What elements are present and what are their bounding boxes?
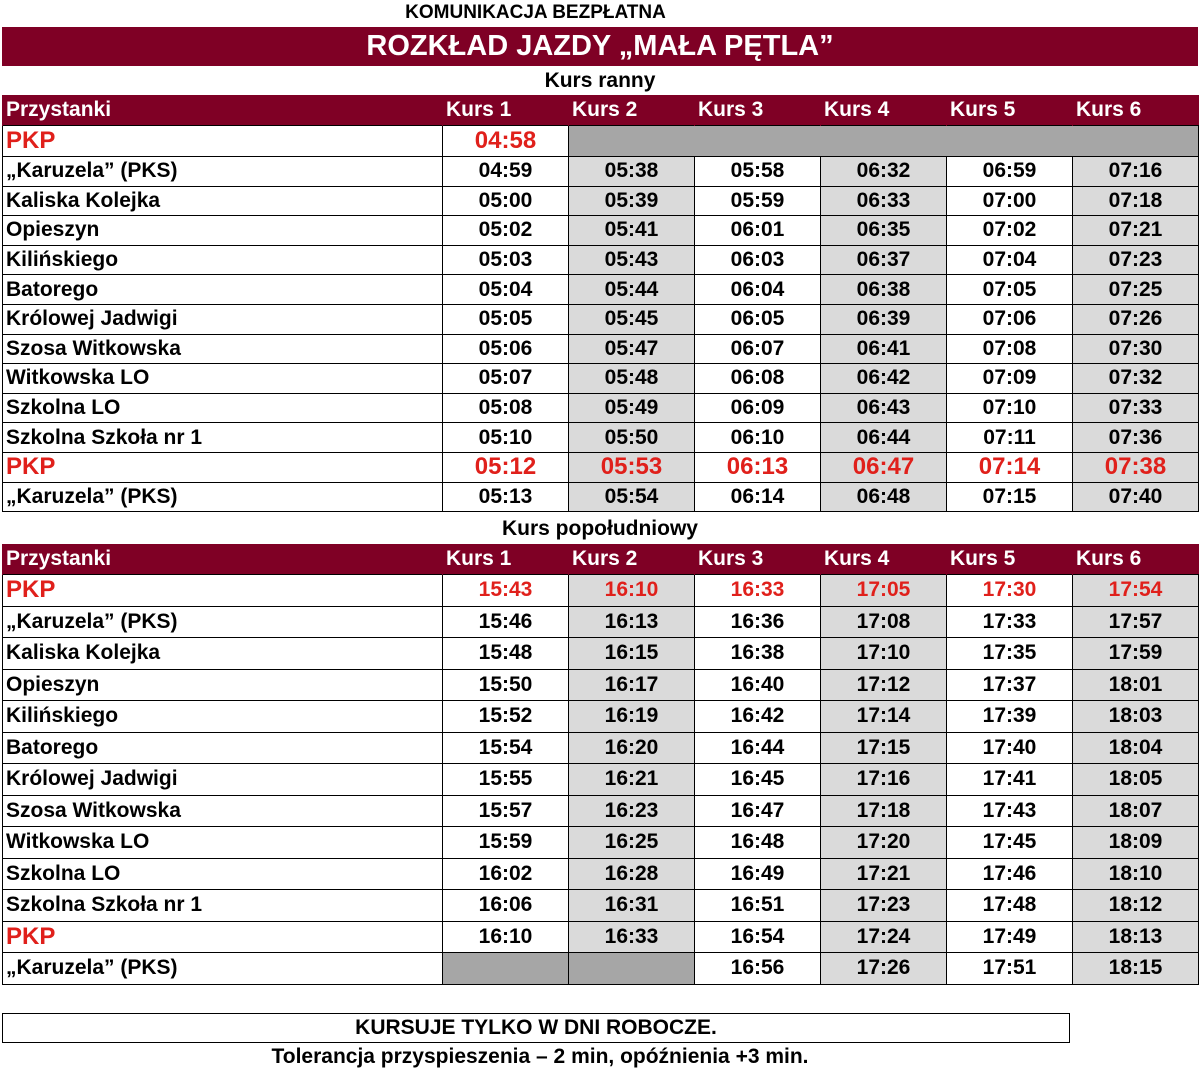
table-row [3, 795, 1199, 827]
departure-time: 05:45 [569, 304, 695, 334]
departure-time: 05:39 [569, 186, 695, 216]
departure-time: 05:04 [443, 275, 569, 305]
table-row [3, 157, 1199, 187]
departure-time: 05:38 [569, 157, 695, 187]
departure-time: 18:07 [1073, 795, 1199, 827]
departure-time: 07:14 [947, 452, 1073, 482]
departure-time: 17:18 [821, 795, 947, 827]
departure-time: 05:47 [569, 334, 695, 364]
departure-time: 06:07 [695, 334, 821, 364]
departure-time: 17:10 [821, 638, 947, 670]
departure-time: 06:09 [695, 393, 821, 423]
departure-time: 06:32 [821, 157, 947, 187]
departure-time: 06:04 [695, 275, 821, 305]
departure-time: 07:04 [947, 245, 1073, 275]
departure-time: 17:41 [947, 764, 1073, 796]
stop-name: Kaliska Kolejka [3, 186, 443, 216]
table-row [3, 606, 1199, 638]
table-row [3, 452, 1199, 482]
departure-time: 04:59 [443, 157, 569, 187]
table-row [3, 858, 1199, 890]
departure-time: 17:37 [947, 669, 1073, 701]
departure-time: 17:33 [947, 606, 1073, 638]
table-row [3, 575, 1199, 607]
no-service-cell [569, 953, 695, 985]
column-header-kurs-3: Kurs 3 [695, 95, 821, 126]
departure-time: 06:03 [695, 245, 821, 275]
departure-time: 15:43 [443, 575, 569, 607]
departure-time: 17:54 [1073, 575, 1199, 607]
table-row [3, 701, 1199, 733]
stop-name: PKP [3, 126, 443, 157]
departure-time: 07:02 [947, 216, 1073, 246]
departure-time: 16:10 [569, 575, 695, 607]
departure-time: 16:28 [569, 858, 695, 890]
departure-time: 07:26 [1073, 304, 1199, 334]
table-row [3, 304, 1199, 334]
departure-time: 07:15 [947, 482, 1073, 512]
free-transport-label: KOMUNIKACJA BEZPŁATNA [405, 2, 666, 23]
departure-time: 07:33 [1073, 393, 1199, 423]
departure-time: 07:16 [1073, 157, 1199, 187]
departure-time: 16:25 [569, 827, 695, 859]
table-row [3, 764, 1199, 796]
table-header-row [3, 544, 1199, 575]
table-row [3, 953, 1199, 985]
departure-time: 05:59 [695, 186, 821, 216]
departure-time: 05:10 [443, 423, 569, 453]
stop-name: Szkolna Szkoła nr 1 [3, 890, 443, 922]
stop-name: „Karuzela” (PKS) [3, 953, 443, 985]
departure-time: 16:15 [569, 638, 695, 670]
morning-section-label: Kurs ranny [544, 69, 656, 92]
working-days-notice: KURSUJE TYLKO W DNI ROBOCZE. [2, 1013, 1070, 1043]
departure-time: 16:31 [569, 890, 695, 922]
table-row [3, 334, 1199, 364]
departure-time: 06:10 [695, 423, 821, 453]
departure-time: 17:49 [947, 921, 1073, 953]
departure-time: 17:26 [821, 953, 947, 985]
table-row [3, 275, 1199, 305]
page-title: ROZKŁAD JAZDY „MAŁA PĘTLA” [2, 27, 1198, 66]
departure-time: 17:16 [821, 764, 947, 796]
departure-time: 05:12 [443, 452, 569, 482]
column-header-kurs-2: Kurs 2 [569, 95, 695, 126]
column-header-kurs-5: Kurs 5 [947, 95, 1073, 126]
table-row [3, 890, 1199, 922]
tolerance-note: Tolerancja przyspieszenia – 2 min, opóźnienia +3 min. [271, 1045, 809, 1068]
departure-time: 16:38 [695, 638, 821, 670]
departure-time: 15:50 [443, 669, 569, 701]
column-header-stops: Przystanki [3, 544, 443, 575]
table-row [3, 423, 1199, 453]
departure-time: 05:48 [569, 364, 695, 394]
departure-time: 05:06 [443, 334, 569, 364]
departure-time: 07:25 [1073, 275, 1199, 305]
departure-time: 06:35 [821, 216, 947, 246]
departure-time: 16:47 [695, 795, 821, 827]
table-row [3, 216, 1199, 246]
departure-time: 07:09 [947, 364, 1073, 394]
stop-name: Kilińskiego [3, 245, 443, 275]
departure-time: 04:58 [443, 126, 569, 157]
departure-time: 18:04 [1073, 732, 1199, 764]
departure-time: 16:44 [695, 732, 821, 764]
stop-name: Królowej Jadwigi [3, 764, 443, 796]
column-header-kurs-6: Kurs 6 [1073, 544, 1199, 575]
departure-time: 06:59 [947, 157, 1073, 187]
departure-time: 18:01 [1073, 669, 1199, 701]
departure-time: 16:48 [695, 827, 821, 859]
column-header-kurs-6: Kurs 6 [1073, 95, 1199, 126]
departure-time: 17:05 [821, 575, 947, 607]
departure-time: 05:08 [443, 393, 569, 423]
departure-time: 16:02 [443, 858, 569, 890]
departure-time: 06:05 [695, 304, 821, 334]
stop-name: Kilińskiego [3, 701, 443, 733]
departure-time: 17:45 [947, 827, 1073, 859]
departure-time: 06:47 [821, 452, 947, 482]
departure-time: 16:13 [569, 606, 695, 638]
afternoon-section-label: Kurs popołudniowy [502, 517, 698, 540]
departure-time: 06:33 [821, 186, 947, 216]
departure-time: 18:13 [1073, 921, 1199, 953]
departure-time: 15:59 [443, 827, 569, 859]
departure-time: 16:20 [569, 732, 695, 764]
departure-time: 17:57 [1073, 606, 1199, 638]
departure-time: 17:14 [821, 701, 947, 733]
departure-time: 16:33 [695, 575, 821, 607]
departure-time: 18:15 [1073, 953, 1199, 985]
stop-name: Batorego [3, 732, 443, 764]
departure-time: 05:13 [443, 482, 569, 512]
departure-time: 15:46 [443, 606, 569, 638]
departure-time: 06:13 [695, 452, 821, 482]
departure-time: 05:02 [443, 216, 569, 246]
departure-time: 06:42 [821, 364, 947, 394]
column-header-kurs-2: Kurs 2 [569, 544, 695, 575]
departure-time: 05:50 [569, 423, 695, 453]
stop-name: Szosa Witkowska [3, 334, 443, 364]
afternoon-timetable [2, 544, 1199, 985]
departure-time: 17:40 [947, 732, 1073, 764]
departure-time: 06:38 [821, 275, 947, 305]
departure-time: 16:40 [695, 669, 821, 701]
departure-time: 06:44 [821, 423, 947, 453]
departure-time: 16:17 [569, 669, 695, 701]
departure-time: 05:00 [443, 186, 569, 216]
departure-time: 17:46 [947, 858, 1073, 890]
table-row [3, 669, 1199, 701]
departure-time: 15:48 [443, 638, 569, 670]
departure-time: 16:23 [569, 795, 695, 827]
stop-name: Szkolna Szkoła nr 1 [3, 423, 443, 453]
departure-time: 16:10 [443, 921, 569, 953]
departure-time: 17:12 [821, 669, 947, 701]
column-header-kurs-1: Kurs 1 [443, 95, 569, 126]
table-row [3, 482, 1199, 512]
departure-time: 17:15 [821, 732, 947, 764]
departure-time: 07:30 [1073, 334, 1199, 364]
departure-time: 07:23 [1073, 245, 1199, 275]
column-header-stops: Przystanki [3, 95, 443, 126]
departure-time: 05:03 [443, 245, 569, 275]
departure-time: 06:41 [821, 334, 947, 364]
stop-name: Opieszyn [3, 216, 443, 246]
departure-time: 05:05 [443, 304, 569, 334]
departure-time: 16:54 [695, 921, 821, 953]
column-header-kurs-5: Kurs 5 [947, 544, 1073, 575]
table-row [3, 827, 1199, 859]
table-row [3, 126, 1199, 157]
departure-time: 06:43 [821, 393, 947, 423]
departure-time: 16:45 [695, 764, 821, 796]
departure-time: 07:10 [947, 393, 1073, 423]
departure-time: 07:36 [1073, 423, 1199, 453]
departure-time: 05:07 [443, 364, 569, 394]
departure-time: 07:38 [1073, 452, 1199, 482]
departure-time: 17:48 [947, 890, 1073, 922]
stop-name: Królowej Jadwigi [3, 304, 443, 334]
departure-time: 16:49 [695, 858, 821, 890]
departure-time: 06:14 [695, 482, 821, 512]
column-header-kurs-4: Kurs 4 [821, 95, 947, 126]
departure-time: 07:18 [1073, 186, 1199, 216]
departure-time: 07:11 [947, 423, 1073, 453]
departure-time: 16:56 [695, 953, 821, 985]
stop-name: Szkolna LO [3, 393, 443, 423]
stop-name: PKP [3, 921, 443, 953]
no-service-cell [443, 953, 569, 985]
departure-time: 17:21 [821, 858, 947, 890]
stop-name: Szosa Witkowska [3, 795, 443, 827]
departure-time: 06:01 [695, 216, 821, 246]
departure-time: 05:41 [569, 216, 695, 246]
table-row [3, 393, 1199, 423]
departure-time: 17:24 [821, 921, 947, 953]
departure-time: 06:48 [821, 482, 947, 512]
stop-name: „Karuzela” (PKS) [3, 482, 443, 512]
stop-name: Witkowska LO [3, 827, 443, 859]
stop-name: Batorego [3, 275, 443, 305]
departure-time: 05:44 [569, 275, 695, 305]
stop-name: „Karuzela” (PKS) [3, 606, 443, 638]
departure-time: 07:32 [1073, 364, 1199, 394]
table-row [3, 732, 1199, 764]
departure-time: 07:21 [1073, 216, 1199, 246]
departure-time: 16:51 [695, 890, 821, 922]
departure-time: 17:20 [821, 827, 947, 859]
departure-time: 18:09 [1073, 827, 1199, 859]
departure-time: 15:54 [443, 732, 569, 764]
departure-time: 16:36 [695, 606, 821, 638]
table-header-row [3, 95, 1199, 126]
departure-time: 17:23 [821, 890, 947, 922]
departure-time: 16:21 [569, 764, 695, 796]
departure-time: 05:54 [569, 482, 695, 512]
departure-time: 06:37 [821, 245, 947, 275]
departure-time: 16:42 [695, 701, 821, 733]
departure-time: 18:12 [1073, 890, 1199, 922]
column-header-kurs-4: Kurs 4 [821, 544, 947, 575]
departure-time: 05:49 [569, 393, 695, 423]
table-row [3, 364, 1199, 394]
table-row [3, 921, 1199, 953]
departure-time: 05:43 [569, 245, 695, 275]
departure-time: 06:08 [695, 364, 821, 394]
column-header-kurs-3: Kurs 3 [695, 544, 821, 575]
table-row [3, 638, 1199, 670]
departure-time: 16:19 [569, 701, 695, 733]
departure-time: 16:33 [569, 921, 695, 953]
departure-time: 17:51 [947, 953, 1073, 985]
table-row [3, 245, 1199, 275]
stop-name: Opieszyn [3, 669, 443, 701]
departure-time: 15:55 [443, 764, 569, 796]
no-service-cell [569, 126, 1199, 157]
departure-time: 18:03 [1073, 701, 1199, 733]
departure-time: 17:39 [947, 701, 1073, 733]
departure-time: 07:40 [1073, 482, 1199, 512]
stop-name: PKP [3, 575, 443, 607]
departure-time: 05:53 [569, 452, 695, 482]
departure-time: 05:58 [695, 157, 821, 187]
departure-time: 07:05 [947, 275, 1073, 305]
table-row [3, 186, 1199, 216]
departure-time: 17:30 [947, 575, 1073, 607]
departure-time: 17:43 [947, 795, 1073, 827]
morning-timetable [2, 95, 1199, 512]
departure-time: 18:10 [1073, 858, 1199, 890]
departure-time: 18:05 [1073, 764, 1199, 796]
departure-time: 17:59 [1073, 638, 1199, 670]
column-header-kurs-1: Kurs 1 [443, 544, 569, 575]
stop-name: „Karuzela” (PKS) [3, 157, 443, 187]
departure-time: 16:06 [443, 890, 569, 922]
departure-time: 07:06 [947, 304, 1073, 334]
departure-time: 15:57 [443, 795, 569, 827]
departure-time: 07:08 [947, 334, 1073, 364]
departure-time: 15:52 [443, 701, 569, 733]
departure-time: 17:08 [821, 606, 947, 638]
stop-name: Szkolna LO [3, 858, 443, 890]
departure-time: 07:00 [947, 186, 1073, 216]
stop-name: Witkowska LO [3, 364, 443, 394]
stop-name: Kaliska Kolejka [3, 638, 443, 670]
departure-time: 17:35 [947, 638, 1073, 670]
stop-name: PKP [3, 452, 443, 482]
departure-time: 06:39 [821, 304, 947, 334]
